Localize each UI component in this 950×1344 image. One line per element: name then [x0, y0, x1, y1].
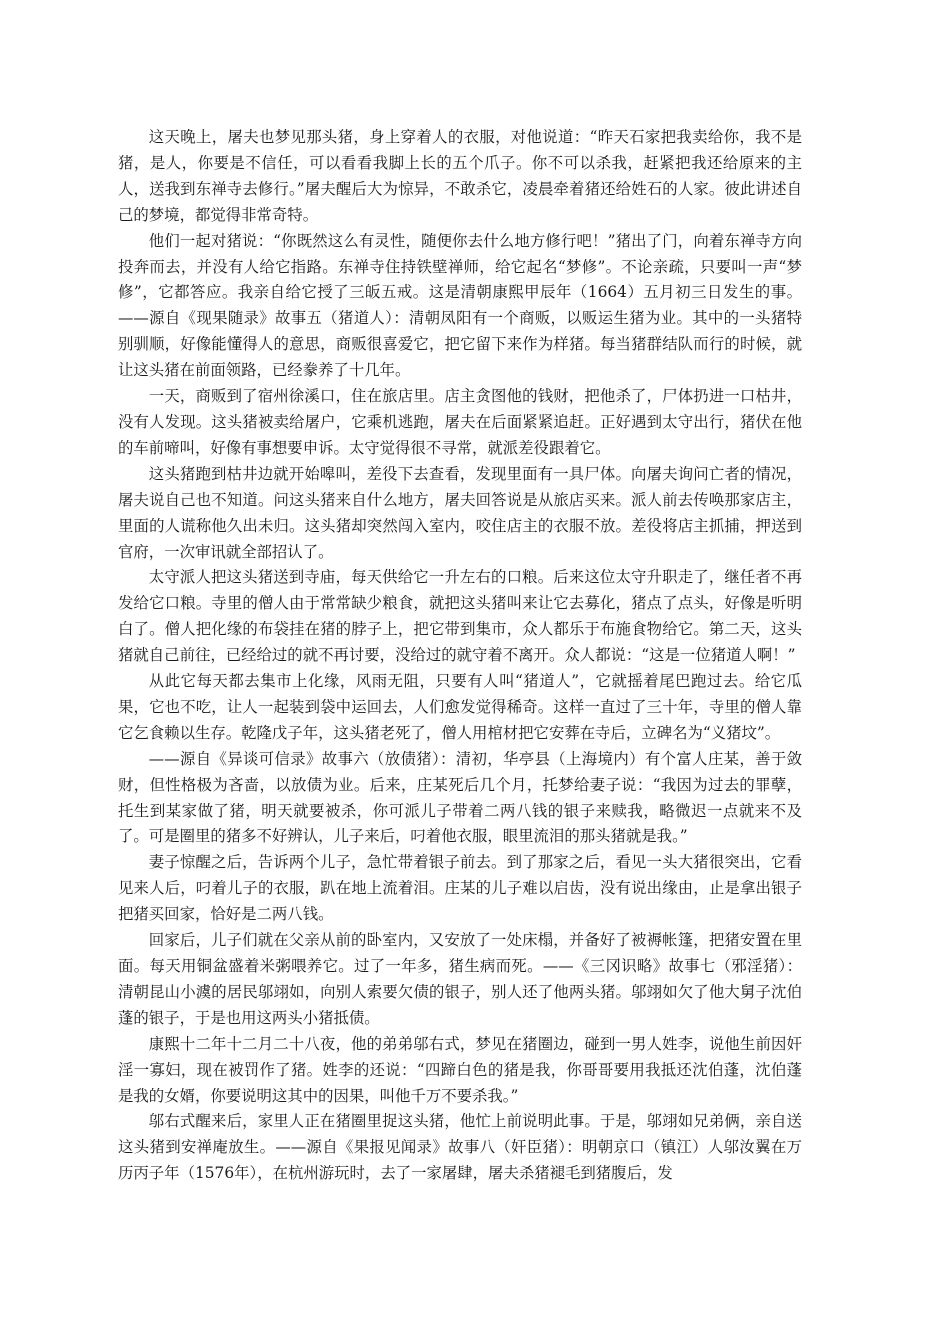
- paragraph-3: 一天，商贩到了宿州徐溪口，住在旅店里。店主贪图他的钱财，把他杀了，尸体扔进一口枯井，没有人发现。这头猪被卖给屠户，它乘机逃跑，屠夫在后面紧紧追赶。正好遇到太守出行，猪伏在他的车前啼叫，好像有事想要申诉。太守觉得很不寻常，就派差役跟着它。: [118, 387, 802, 457]
- paragraph-11: 邬右式醒来后，家里人正在猪圈里捉这头猪，他忙上前说明此事。于是，邬翊如兄弟俩，亲自送这头猪到安禅庵放生。——源自《果报见闻录》故事八（奸臣猪）：明朝京口（镇江）人邬汝翼在万历丙子年（1576年），在杭州游玩时，去了一家屠肆，屠夫杀猪褪毛到猪腹后，发: [118, 1112, 802, 1183]
- paragraph-10: 康熙十二年十二月二十八夜，他的弟弟邬右式，梦见在猪圈边，碰到一男人姓李，说他生前因奸淫一寡妇，现在被罚作了猪。姓李的还说：“四蹄白色的猪是我，你哥哥要用我抵还沈伯蓬，沈伯蓬是我的女婿，你要说明这其中的因果，叫他千万不要杀我。”: [118, 1034, 802, 1105]
- paragraph-9: 回家后，儿子们就在父亲从前的卧室内，又安放了一处床榻，并备好了被褥帐篷，把猪安置在里面。每天用铜盆盛着米粥喂养它。过了一年多，猪生病而死。——《三冈识略》故事七（邪淫猪）：清朝昆山小澞的居民邬翊如，向别人索要欠债的银子，别人还了他两头猪。邬翊如欠了他大舅子沈伯蓬的银子，于是也用这两头小猪抵债。: [118, 931, 802, 1027]
- paragraph-5: 太守派人把这头猪送到寺庙，每天供给它一升左右的口粮。后来这位太守升职走了，继任者不再发给它口粮。寺里的僧人由于常常缺少粮食，就把这头猪叫来让它去募化，猪点了点头，好像是听明白了。僧人把化缘的布袋挂在猪的脖子上，把它带到集市，众人都乐于布施食物给它。第二天，这头猪就自己前往，已经给过的就不再讨要，没给过的就守着不离开。众人都说：“这是一位猪道人啊！”: [118, 568, 802, 665]
- document-body: [118, 125, 802, 1187]
- paragraph-7: ——源自《异谈可信录》故事六（放债猪）：清初，华亭县（上海境内）有个富人庄某，善于敛财，但性格极为吝啬，以放债为业。后来，庄某死后几个月，托梦给妻子说：“我因为过去的罪孽，托生到某家做了猪，明天就要被杀，你可派儿子带着二两八钱的银子来赎我，略微迟一点就来不及了。可是圈里的猪多不好辨认，儿子来后，叼着他衣服，眼里流泪的那头猪就是我。”: [118, 749, 802, 846]
- paragraph-4: 这头猪跑到枯井边就开始嗥叫，差役下去查看，发现里面有一具尸体。向屠夫询问亡者的情况，屠夫说自己也不知道。问这头猪来自什么地方，屠夫回答说是从旅店买来。派人前去传唤那家店主，里面的人谎称他久出未归。这头猪却突然闯入室内，咬住店主的衣服不放。差役将店主抓捕，押送到官府，一次审讯就全部招认了。: [118, 464, 802, 561]
- paragraph-6: 从此它每天都去集市上化缘，风雨无阻，只要有人叫“猪道人”，它就摇着尾巴跑过去。给它瓜果，它也不吃，让人一起装到袋中运回去，人们愈发觉得稀奇。这样一直过了三十年，寺里的僧人靠它乞食赖以生存。乾隆戊子年，这头猪老死了，僧人用棺材把它安葬在寺后，立碑名为“义猪坟”。: [118, 672, 802, 742]
- paragraph-8: 妻子惊醒之后，告诉两个儿子，急忙带着银子前去。到了那家之后，看见一头大猪很突出，它看见来人后，叼着儿子的衣服，趴在地上流着泪。庄某的儿子难以启齿，没有说出缘由，止是拿出银子把猪买回家，恰好是二两八钱。: [118, 853, 802, 924]
- paragraph-1: 这天晚上，屠夫也梦见那头猪，身上穿着人的衣服，对他说道：“昨天石家把我卖给你，我不是猪，是人，你要是不信任，可以看看我脚上长的五个爪子。你不可以杀我，赶紧把我还给原来的主人，送我到东禅寺去修行。”屠夫醒后大为惊异，不敢杀它，凌晨牵着猪还给姓石的人家。彼此讲述自己的梦境，都觉得非常奇特。: [118, 128, 802, 224]
- paragraph-2: 他们一起对猪说：“你既然这么有灵性，随便你去什么地方修行吧！”猪出了门，向着东禅寺方向投奔而去，并没有人给它指路。东禅寺住持铁壁禅师，给它起名“梦修”。不论亲疏，只要叫一声“梦修”，它都答应。我亲自给它授了三皈五戒。这是清朝康熙甲辰年（1664）五月初三日发生的事。——源自《现果随录》故事五（猪道人）：清朝凤阳有一个商贩，以贩运生猪为业。其中的一头猪特别驯顺，好像能懂得人的意思，商贩很喜爱它，把它留下来作为样猪。每当猪群结队而行的时候，就让这头猪在前面领路，已经豢养了十几年。: [118, 231, 802, 380]
